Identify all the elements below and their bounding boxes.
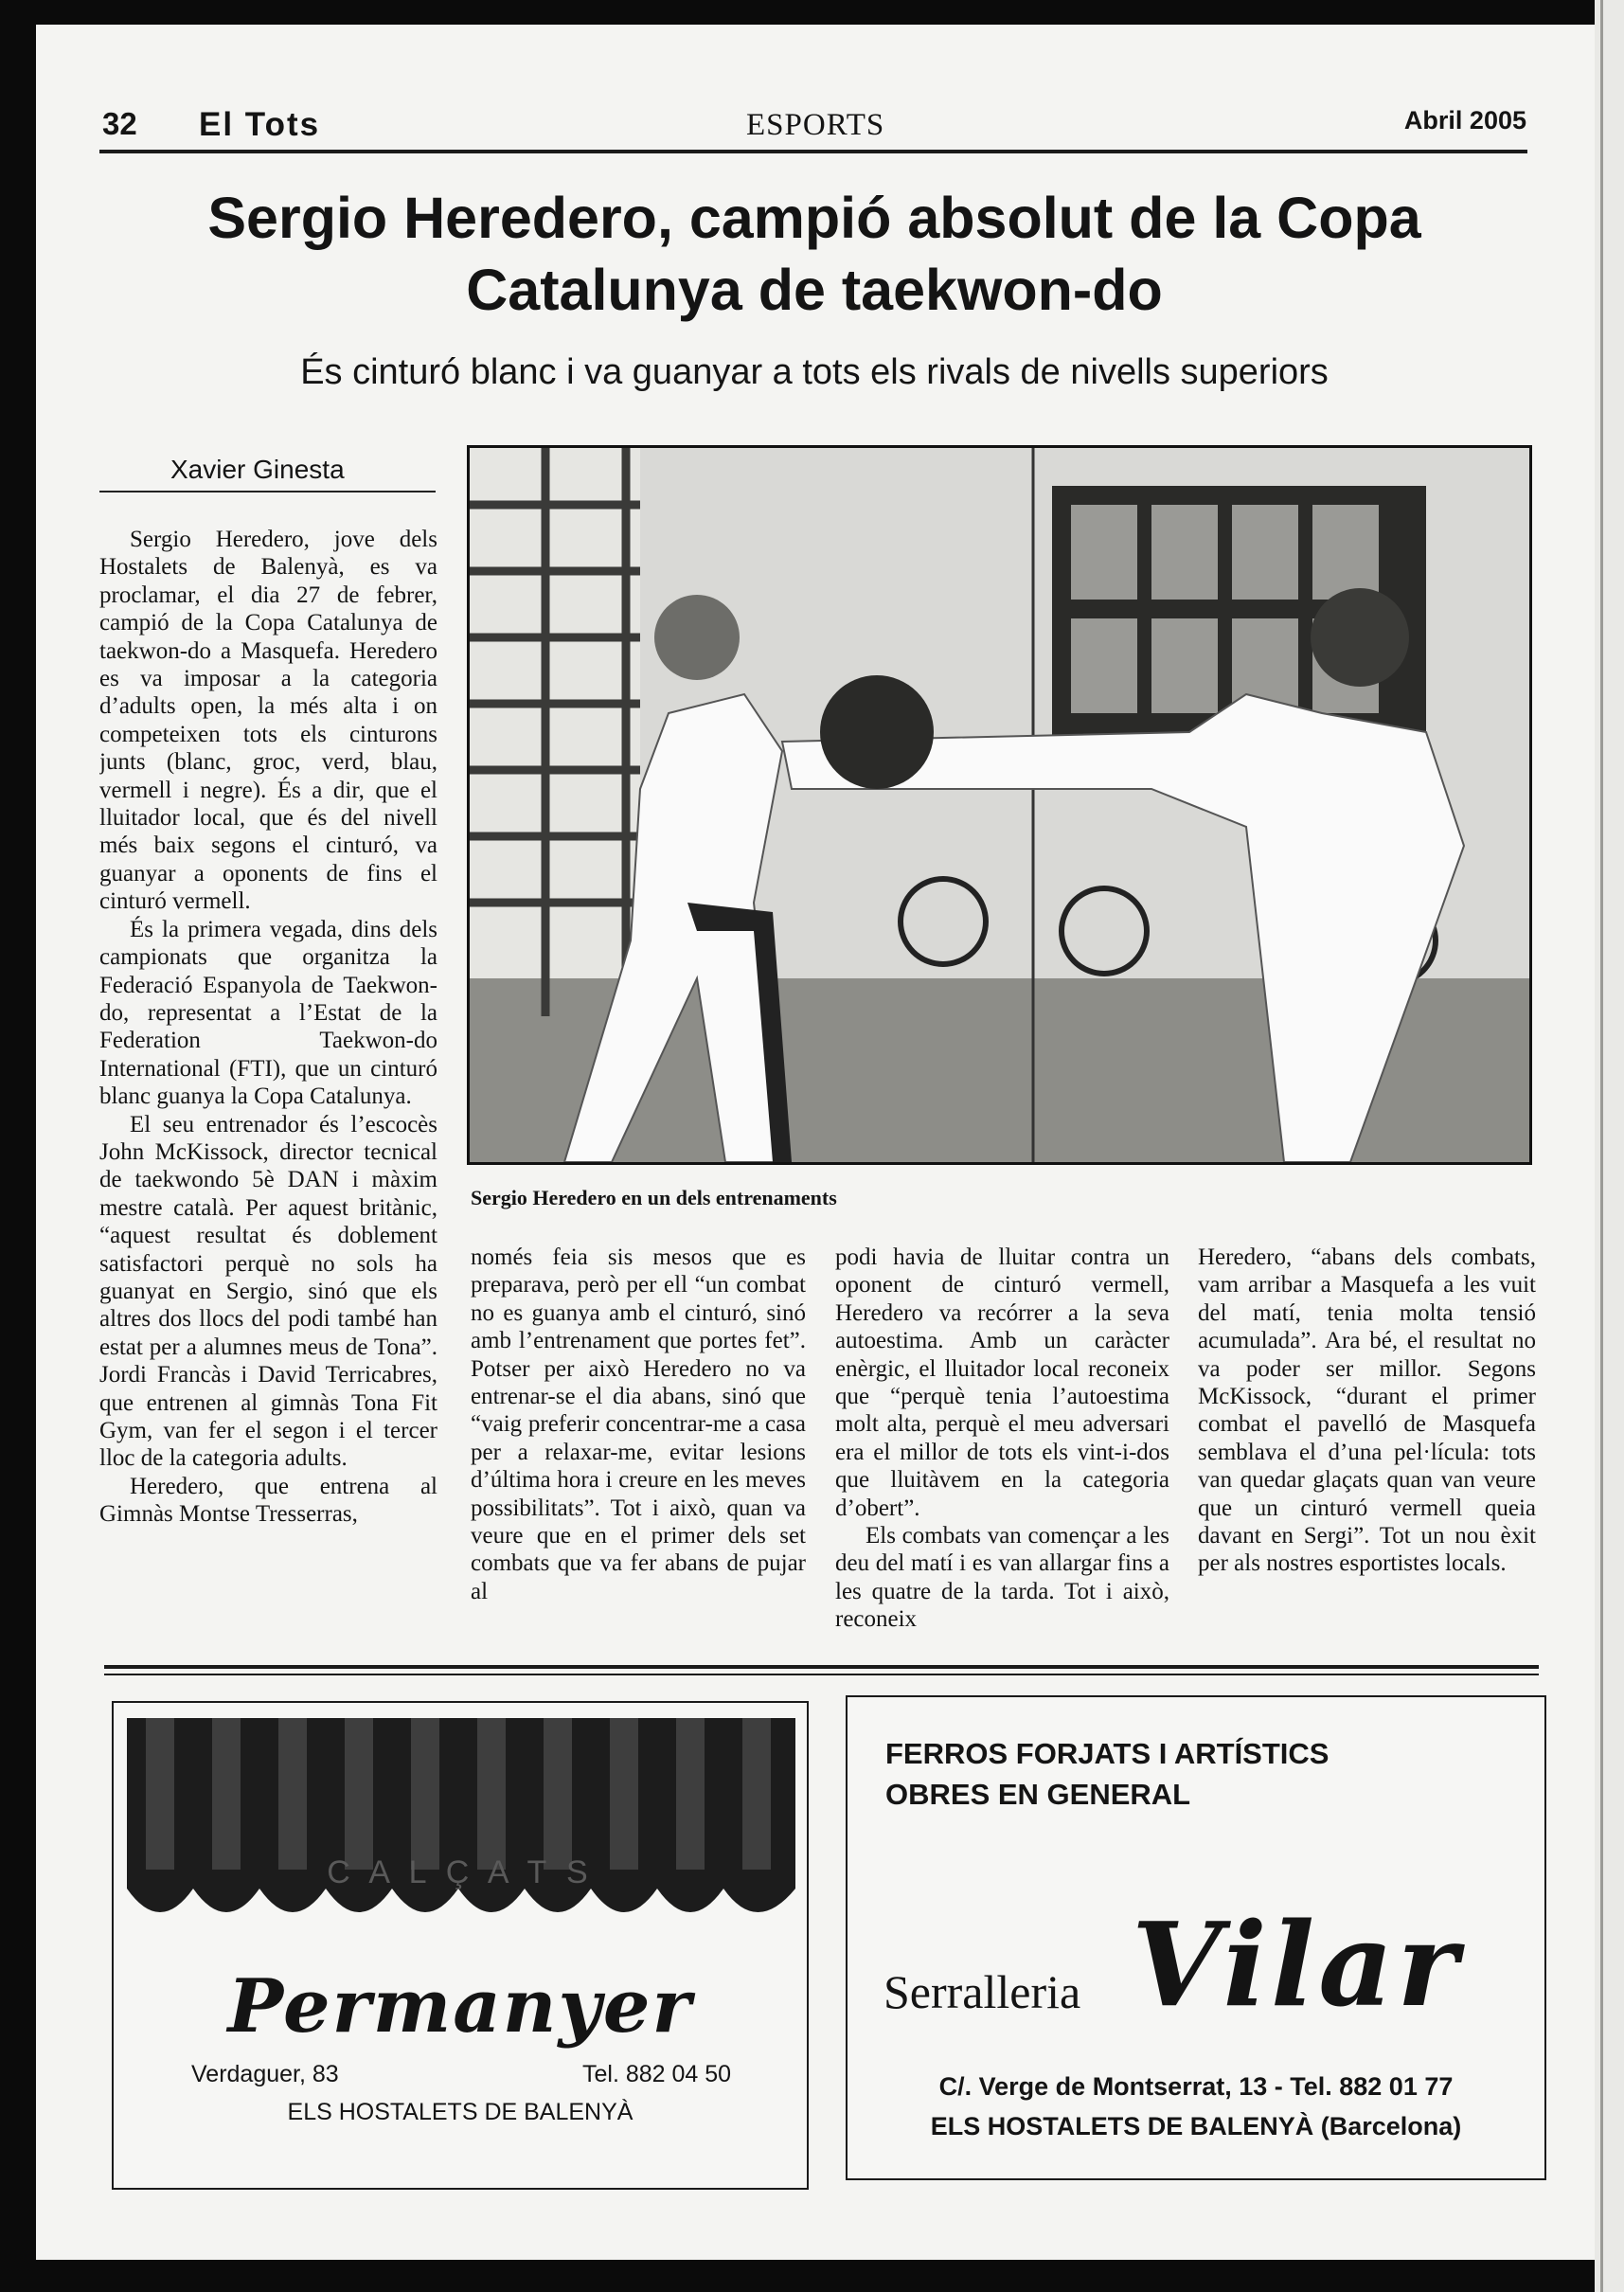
publication-name: El Tots — [199, 106, 321, 143]
ad-line-ferros: FERROS FORJATS I ARTÍSTICS — [885, 1737, 1330, 1770]
page-edge — [1595, 0, 1624, 2292]
section-name: ESPORTS — [746, 108, 885, 142]
paragraph: Heredero, que entrena al Gimnàs Montse Tresserras, — [99, 1473, 437, 1528]
header-rule — [99, 150, 1527, 153]
awning-text: C A L Ç A T S — [327, 1854, 594, 1890]
paragraph: Sergio Heredero, jove dels Hostalets de Balenyà, es va proclamar, el dia 27 de febrer, campió de la Copa Catalunya de taekwon-do a Masquefa. Heredero es va imposar a la categoria d’adults open, la més alta i on competeixen tots els cinturons junts (blanc, groc, verd, blau, vermell i negre). És a dir, que el lluitador local, que és del nivell més baix segons el cinturó, va guanyar a oponents de fins el cinturó vermell. — [99, 527, 437, 915]
paragraph: Heredero, “abans dels combats, vam arribar a Masquefa a les vuit del matí, tenia molta tensió acumulada”. Ara bé, el resultat no va poder ser millor. Segons McKissock, “durant el primer combat el pavelló de Masquefa semblava el d’una pel·lícula: tots van quedar glaçats quan van veure que un cinturó vermell queia davant en Sergi”. Tot un nou èxit per als nostres esportistes locals. — [1198, 1244, 1536, 1577]
training-photo-illustration — [470, 448, 1529, 1162]
article-column-1 — [99, 526, 437, 1638]
article-title — [104, 182, 1525, 326]
ads-section-rule-top — [104, 1665, 1539, 1669]
ad-address: C/. Verge de Montserrat, 13 - Tel. 882 01 77 — [938, 2072, 1454, 2101]
ad-label-serralleria: Serralleria — [883, 1965, 1081, 2018]
ad-phone: Tel. 882 04 50 — [582, 2061, 732, 2087]
paragraph: El seu entrenador és l’escocès John McKissock, director tecnical de taekwondo 5è DAN i màxim mestre català. Per aquest britànic, “aquest resultat és doblement satisfactori perquè no sols ha guanyat en Sergio, sinó que els altres dos llocs del podi també han estat per a alumnes meus de Tona”. Jordi Francàs i David Terricabres, que entrenen al gimnàs Tona Fit Gym, van fer el segon i el tercer lloc de la categoria adults. — [99, 1111, 437, 1472]
paragraph: només feia sis mesos que es preparava, però per ell “un combat no es guanya amb el cinturó, sinó amb l’entrenament que portes fet”. Potser per això Heredero no va entrenar-se el dia abans, sinó que “vaig preferir concentrar-me a casa per a relaxar-me, evitar lesions d’última hora i creure en les meves possibilitats”. Tot i això, quan va veure que en el primer dels set combats que va fer abans de pujar al — [471, 1244, 806, 1604]
issue-date: Abril 2005 — [1403, 106, 1526, 134]
ad-calcats-permanyer — [112, 1701, 809, 2190]
paragraph: És la primera vegada, dins dels campionats que organitza la Federació Espanyola de Taekwon-do, representat a l’Estat de la Federation Taekwon-do International (FTI), que un cinturó blanc guanya la Copa Catalunya. — [99, 916, 437, 1110]
article-title-line-1: Sergio Heredero, campió absolut de la Copa — [207, 186, 1421, 250]
ad-town: ELS HOSTALETS DE BALENYÀ (Barcelona) — [930, 2112, 1462, 2140]
page-edge-line — [1600, 0, 1603, 2292]
ad-brand-vilar: Vilar — [1132, 1896, 1462, 2032]
ad-town: ELS HOSTALETS DE BALENYÀ — [287, 2099, 634, 2125]
photo-caption: Sergio Heredero en un dels entrenaments — [471, 1186, 837, 1209]
article-title-line-2: Catalunya de taekwon-do — [466, 258, 1163, 322]
ads-section-rule-bottom — [104, 1674, 1539, 1675]
article-subtitle: És cinturó blanc i va guanyar a tots els rivals de nivells superiors — [300, 352, 1329, 392]
page-number: 32 — [102, 106, 137, 141]
ad-serralleria-vilar — [846, 1695, 1546, 2180]
article-column-4 — [1198, 1244, 1536, 1641]
article-column-2 — [471, 1244, 806, 1641]
byline-rule — [99, 491, 436, 492]
byline: Xavier Ginesta — [170, 455, 345, 484]
paragraph: Els combats van començar a les deu del matí i es van allargar fins a les quatre de la tarda. Tot i això, reconeix — [835, 1523, 1169, 1633]
ad-address: Verdaguer, 83 — [191, 2061, 339, 2087]
ad-brand-permanyer: Permanyer — [227, 1963, 693, 2050]
ad-line-obres: OBRES EN GENERAL — [885, 1778, 1191, 1811]
article-column-3 — [835, 1244, 1169, 1641]
awning-graphic — [127, 1718, 795, 1936]
paragraph: podi havia de lluitar contra un oponent de cinturó vermell, Heredero va recórrer a la seva autoestima. Amb un caràcter enèrgic, el lluitador local reconeix que “perquè tenia l’autoestima molt alta, perquè el meu adversari era el millor de tots els vint-i-dos que lluitàvem en la categoria d’obert”. — [835, 1244, 1169, 1521]
article-photo — [467, 445, 1532, 1165]
